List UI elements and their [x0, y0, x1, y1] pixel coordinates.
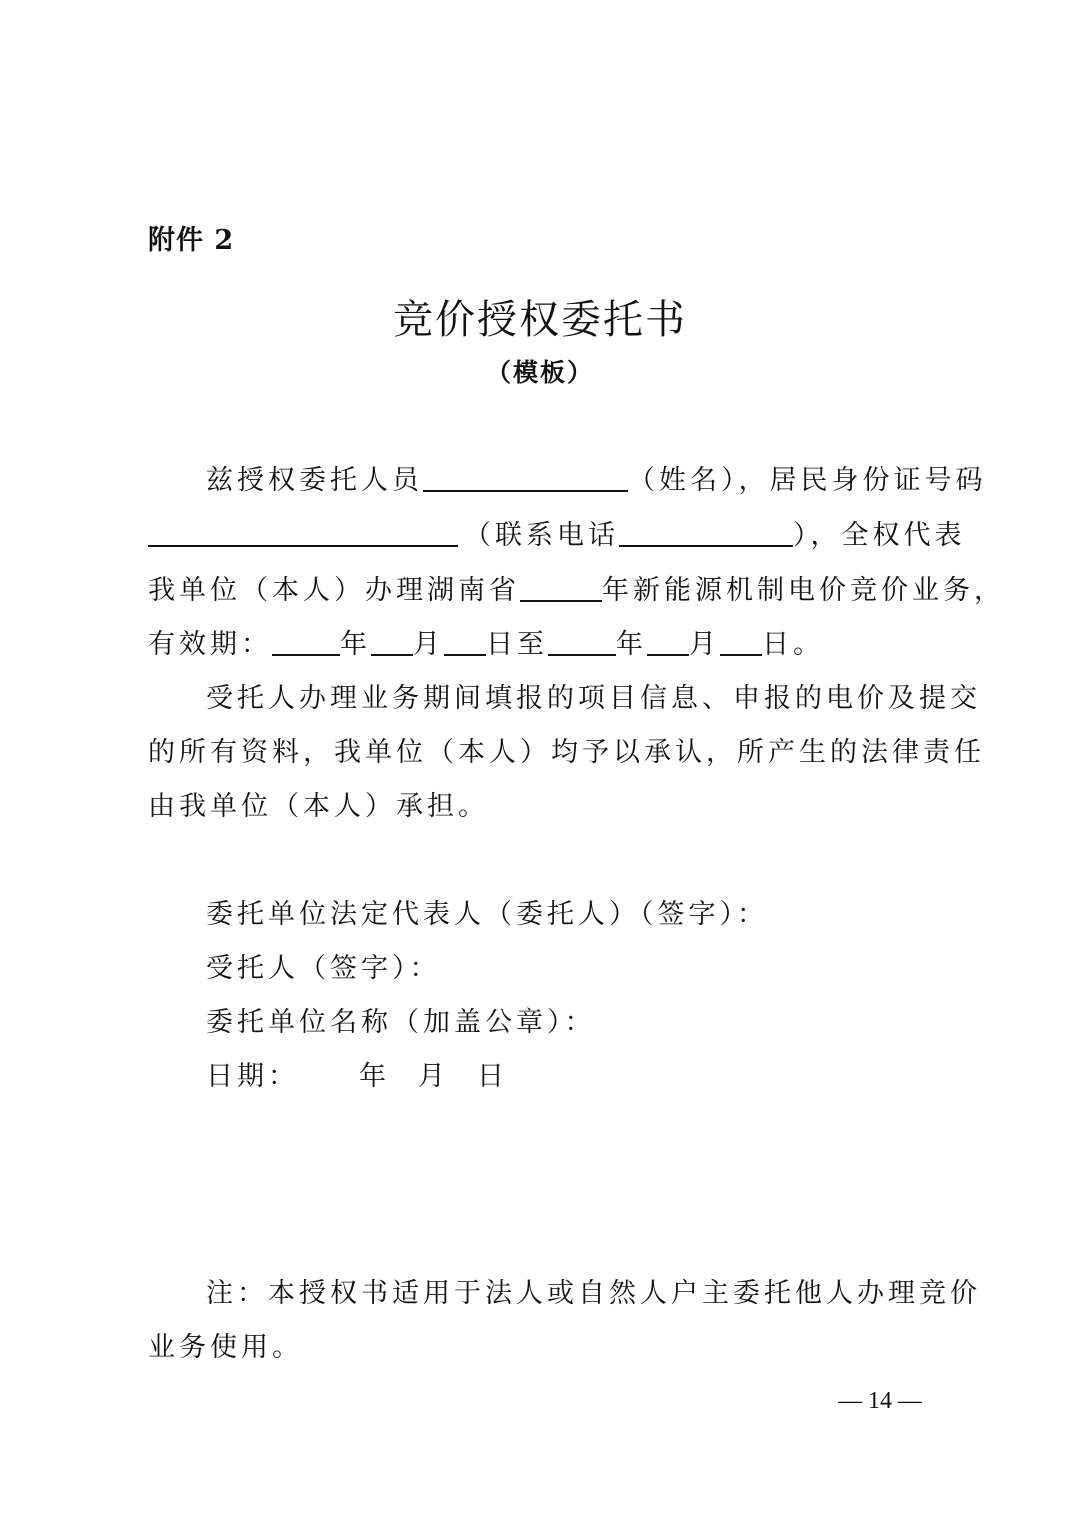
- start-year-unit: 年: [340, 629, 371, 660]
- paragraph-1-line-1: [148, 463, 987, 499]
- start-year-blank: [272, 628, 340, 656]
- legal-representative-signature: 委托单位法定代表人（委托人）（签字）：: [206, 899, 768, 930]
- validity-label: 有效期：: [148, 629, 272, 660]
- unit-name-seal: 委托单位名称（加盖公章）：: [206, 1007, 596, 1038]
- trustee-signature: 受托人（签字）：: [206, 953, 441, 984]
- p1-l1-text-a: 兹授权委托人员: [206, 465, 423, 496]
- start-day-unit: 日至: [486, 629, 548, 660]
- date-month: 月: [418, 1061, 449, 1092]
- document-subtitle: （模板）: [485, 358, 594, 387]
- name-blank: [423, 464, 628, 492]
- paragraph-2-line-3: 由我单位（本人）承担。: [148, 791, 489, 822]
- date-year: 年: [359, 1061, 390, 1092]
- start-month-unit: 月: [413, 629, 444, 660]
- end-year-blank: [548, 628, 616, 656]
- id-number-blank: [148, 519, 458, 547]
- end-month-blank: [647, 628, 689, 656]
- end-year-unit: 年: [616, 629, 647, 660]
- paragraph-2-line-2: 的所有资料，我单位（本人）均予以承认，所产生的法律责任: [148, 737, 985, 768]
- date-label: 日期：: [206, 1061, 299, 1092]
- paragraph-1-line-2: [148, 518, 966, 554]
- end-month-unit: 月: [689, 629, 720, 660]
- attachment-label: 附件 2: [148, 225, 235, 256]
- p1-l1-text-b: （姓名），居民身份证号码: [628, 465, 987, 496]
- signature-date: [206, 1059, 946, 1095]
- date-day: 日: [477, 1061, 508, 1092]
- page-number: — 14 —: [838, 1388, 922, 1414]
- note-line-2: 业务使用。: [148, 1332, 303, 1363]
- p1-l2-text-b: ），全权代表: [793, 520, 966, 551]
- year-blank: [520, 574, 602, 602]
- p1-l2-text-a: （联系电话: [464, 520, 619, 551]
- end-day-unit: 日。: [762, 629, 824, 660]
- note-line-1: 注：本授权书适用于法人或自然人户主委托他人办理竞价: [206, 1278, 981, 1309]
- paragraph-1-line-3: [148, 573, 1005, 609]
- p1-l3-text-b: 年新能源机制电价竞价业务，: [602, 575, 1005, 606]
- paragraph-2-line-1: 受托人办理业务期间填报的项目信息、申报的电价及提交: [206, 683, 981, 714]
- paragraph-1-line-4: [148, 627, 942, 663]
- start-month-blank: [371, 628, 413, 656]
- phone-blank: [619, 519, 793, 547]
- document-title: 竞价授权委托书: [393, 297, 687, 343]
- start-day-blank: [444, 628, 486, 656]
- end-day-blank: [720, 628, 762, 656]
- p1-l3-text-a: 我单位（本人）办理湖南省: [148, 575, 520, 606]
